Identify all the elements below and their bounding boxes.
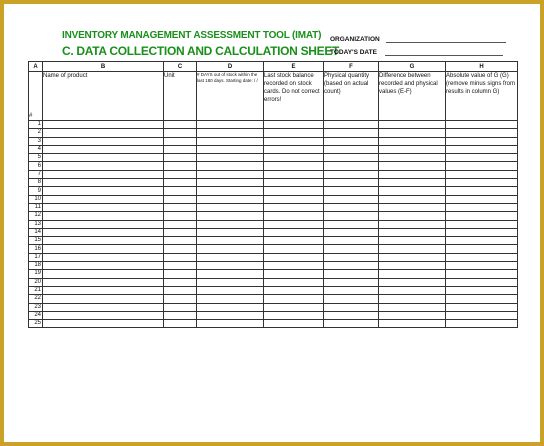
table-row	[29, 286, 518, 294]
column-letter-row	[29, 62, 518, 72]
cell-product-name[interactable]	[43, 311, 164, 319]
row-number: 15	[29, 237, 43, 245]
table-row	[29, 170, 518, 178]
cell-product-name[interactable]	[43, 228, 164, 236]
cell-difference[interactable]	[379, 179, 446, 187]
cell-physical-qty[interactable]	[324, 154, 379, 162]
cell-stock-balance[interactable]	[264, 162, 324, 170]
cell-unit[interactable]	[164, 220, 197, 228]
row-number: 22	[29, 295, 43, 303]
cell-absolute-value[interactable]	[446, 303, 518, 311]
cell-product-name[interactable]	[43, 253, 164, 261]
cell-difference[interactable]	[379, 154, 446, 162]
cell-difference[interactable]	[379, 220, 446, 228]
cell-stock-balance[interactable]	[264, 295, 324, 303]
cell-stock-balance[interactable]	[264, 121, 324, 129]
cell-stock-balance[interactable]	[264, 170, 324, 178]
cell-absolute-value[interactable]	[446, 162, 518, 170]
cell-stock-balance[interactable]	[264, 145, 324, 153]
cell-unit[interactable]	[164, 262, 197, 270]
cell-product-name[interactable]	[43, 295, 164, 303]
row-number: 24	[29, 311, 43, 319]
cell-stock-balance[interactable]	[264, 237, 324, 245]
cell-unit[interactable]	[164, 203, 197, 211]
cell-days-out[interactable]	[197, 179, 264, 187]
cell-absolute-value[interactable]	[446, 212, 518, 220]
cell-difference[interactable]	[379, 162, 446, 170]
row-number: 5	[29, 154, 43, 162]
cell-days-out[interactable]	[197, 203, 264, 211]
cell-physical-qty[interactable]	[324, 228, 379, 236]
cell-difference[interactable]	[379, 228, 446, 236]
column-letter: G	[379, 62, 446, 72]
cell-physical-qty[interactable]	[324, 237, 379, 245]
cell-absolute-value[interactable]	[446, 237, 518, 245]
table-row	[29, 228, 518, 236]
cell-difference[interactable]	[379, 270, 446, 278]
table-row	[29, 278, 518, 286]
table-row	[29, 295, 518, 303]
cell-physical-qty[interactable]	[324, 270, 379, 278]
cell-stock-balance[interactable]	[264, 245, 324, 253]
cell-days-out[interactable]	[197, 195, 264, 203]
cell-physical-qty[interactable]	[324, 187, 379, 195]
cell-days-out[interactable]	[197, 278, 264, 286]
cell-unit[interactable]	[164, 195, 197, 203]
cell-stock-balance[interactable]	[264, 270, 324, 278]
cell-absolute-value[interactable]	[446, 203, 518, 211]
cell-days-out[interactable]	[197, 162, 264, 170]
cell-physical-qty[interactable]	[324, 121, 379, 129]
cell-difference[interactable]	[379, 187, 446, 195]
table-row	[29, 262, 518, 270]
cell-days-out[interactable]	[197, 245, 264, 253]
cell-absolute-value[interactable]	[446, 187, 518, 195]
table-row	[29, 121, 518, 129]
cell-stock-balance[interactable]	[264, 137, 324, 145]
row-number: 18	[29, 262, 43, 270]
cell-days-out[interactable]	[197, 253, 264, 261]
header-product-name: Name of product	[43, 72, 164, 121]
organization-line[interactable]	[386, 42, 506, 43]
cell-product-name[interactable]	[43, 262, 164, 270]
row-number: 2	[29, 129, 43, 137]
cell-product-name[interactable]	[43, 170, 164, 178]
row-number: 9	[29, 187, 43, 195]
cell-difference[interactable]	[379, 170, 446, 178]
column-letter: A	[29, 62, 43, 72]
cell-difference[interactable]	[379, 121, 446, 129]
cell-unit[interactable]	[164, 303, 197, 311]
cell-physical-qty[interactable]	[324, 262, 379, 270]
row-number: 11	[29, 203, 43, 211]
cell-product-name[interactable]	[43, 179, 164, 187]
cell-difference[interactable]	[379, 237, 446, 245]
cell-absolute-value[interactable]	[446, 220, 518, 228]
table-row	[29, 129, 518, 137]
cell-physical-qty[interactable]	[324, 245, 379, 253]
cell-stock-balance[interactable]	[264, 303, 324, 311]
cell-product-name[interactable]	[43, 270, 164, 278]
cell-absolute-value[interactable]	[446, 179, 518, 187]
cell-stock-balance[interactable]	[264, 228, 324, 236]
column-letter: E	[264, 62, 324, 72]
cell-absolute-value[interactable]	[446, 320, 518, 328]
header-row-number: #	[29, 72, 43, 121]
cell-absolute-value[interactable]	[446, 170, 518, 178]
cell-stock-balance[interactable]	[264, 203, 324, 211]
column-letter: H	[446, 62, 518, 72]
cell-product-name[interactable]	[43, 203, 164, 211]
cell-days-out[interactable]	[197, 320, 264, 328]
table-row	[29, 137, 518, 145]
cell-absolute-value[interactable]	[446, 121, 518, 129]
cell-stock-balance[interactable]	[264, 154, 324, 162]
header-unit: Unit	[164, 72, 197, 121]
cell-days-out[interactable]	[197, 145, 264, 153]
cell-absolute-value[interactable]	[446, 270, 518, 278]
cell-unit[interactable]	[164, 253, 197, 261]
cell-unit[interactable]	[164, 286, 197, 294]
cell-product-name[interactable]	[43, 162, 164, 170]
row-number: 17	[29, 253, 43, 261]
cell-days-out[interactable]	[197, 137, 264, 145]
column-header-row	[29, 72, 518, 121]
cell-unit[interactable]	[164, 278, 197, 286]
cell-difference[interactable]	[379, 212, 446, 220]
header-physical-quantity: Physical quantity (based on actual count)	[324, 72, 379, 121]
cell-physical-qty[interactable]	[324, 295, 379, 303]
row-number: 20	[29, 278, 43, 286]
header-days-out-of-stock: # DAYS out of stock within the last 180 days. Starting date: / /	[197, 72, 264, 121]
cell-unit[interactable]	[164, 245, 197, 253]
cell-days-out[interactable]	[197, 237, 264, 245]
cell-absolute-value[interactable]	[446, 129, 518, 137]
row-number: 19	[29, 270, 43, 278]
cell-physical-qty[interactable]	[324, 286, 379, 294]
cell-difference[interactable]	[379, 253, 446, 261]
table-row	[29, 187, 518, 195]
cell-product-name[interactable]	[43, 320, 164, 328]
cell-unit[interactable]	[164, 162, 197, 170]
cell-stock-balance[interactable]	[264, 286, 324, 294]
cell-difference[interactable]	[379, 295, 446, 303]
cell-product-name[interactable]	[43, 237, 164, 245]
table-row	[29, 320, 518, 328]
cell-days-out[interactable]	[197, 295, 264, 303]
cell-physical-qty[interactable]	[324, 129, 379, 137]
row-number: 21	[29, 286, 43, 294]
cell-absolute-value[interactable]	[446, 295, 518, 303]
cell-stock-balance[interactable]	[264, 320, 324, 328]
cell-physical-qty[interactable]	[324, 311, 379, 319]
cell-unit[interactable]	[164, 170, 197, 178]
cell-difference[interactable]	[379, 311, 446, 319]
cell-unit[interactable]	[164, 187, 197, 195]
cell-product-name[interactable]	[43, 195, 164, 203]
column-letter: D	[197, 62, 264, 72]
table-row	[29, 253, 518, 261]
row-number: 1	[29, 121, 43, 129]
cell-physical-qty[interactable]	[324, 145, 379, 153]
table-row	[29, 245, 518, 253]
organization-label: ORGANIZATION	[330, 36, 380, 43]
cell-physical-qty[interactable]	[324, 170, 379, 178]
cell-stock-balance[interactable]	[264, 212, 324, 220]
cell-stock-balance[interactable]	[264, 278, 324, 286]
cell-physical-qty[interactable]	[324, 220, 379, 228]
organization-field	[330, 36, 506, 43]
cell-stock-balance[interactable]	[264, 253, 324, 261]
cell-stock-balance[interactable]	[264, 195, 324, 203]
cell-product-name[interactable]	[43, 121, 164, 129]
column-letter: C	[164, 62, 197, 72]
cell-product-name[interactable]	[43, 220, 164, 228]
cell-product-name[interactable]	[43, 245, 164, 253]
cell-difference[interactable]	[379, 278, 446, 286]
cell-difference[interactable]	[379, 303, 446, 311]
cell-unit[interactable]	[164, 212, 197, 220]
cell-days-out[interactable]	[197, 270, 264, 278]
cell-product-name[interactable]	[43, 129, 164, 137]
cell-absolute-value[interactable]	[446, 253, 518, 261]
cell-absolute-value[interactable]	[446, 245, 518, 253]
table-row	[29, 195, 518, 203]
cell-physical-qty[interactable]	[324, 162, 379, 170]
table-row	[29, 203, 518, 211]
table-row	[29, 237, 518, 245]
table-body	[29, 121, 518, 328]
date-label: TODAY'S DATE	[330, 49, 377, 56]
row-number: 7	[29, 170, 43, 178]
cell-days-out[interactable]	[197, 170, 264, 178]
cell-product-name[interactable]	[43, 212, 164, 220]
table-row	[29, 270, 518, 278]
cell-product-name[interactable]	[43, 187, 164, 195]
cell-absolute-value[interactable]	[446, 262, 518, 270]
cell-absolute-value[interactable]	[446, 137, 518, 145]
cell-difference[interactable]	[379, 195, 446, 203]
row-number: 4	[29, 145, 43, 153]
cell-days-out[interactable]	[197, 311, 264, 319]
table-row	[29, 154, 518, 162]
cell-physical-qty[interactable]	[324, 253, 379, 261]
cell-absolute-value[interactable]	[446, 195, 518, 203]
table-row	[29, 220, 518, 228]
cell-unit[interactable]	[164, 237, 197, 245]
cell-days-out[interactable]	[197, 212, 264, 220]
cell-days-out[interactable]	[197, 121, 264, 129]
cell-days-out[interactable]	[197, 228, 264, 236]
cell-product-name[interactable]	[43, 286, 164, 294]
cell-unit[interactable]	[164, 320, 197, 328]
cell-days-out[interactable]	[197, 220, 264, 228]
cell-physical-qty[interactable]	[324, 203, 379, 211]
cell-physical-qty[interactable]	[324, 278, 379, 286]
cell-absolute-value[interactable]	[446, 145, 518, 153]
table-row	[29, 311, 518, 319]
cell-unit[interactable]	[164, 129, 197, 137]
cell-difference[interactable]	[379, 262, 446, 270]
cell-stock-balance[interactable]	[264, 262, 324, 270]
row-number: 14	[29, 228, 43, 236]
cell-physical-qty[interactable]	[324, 195, 379, 203]
row-number: 6	[29, 162, 43, 170]
header-stock-balance: Last stock balance recorded on stock cards. Do not correct errors!	[264, 72, 324, 121]
cell-physical-qty[interactable]	[324, 212, 379, 220]
date-field	[330, 49, 503, 56]
header-absolute-value: Absolute value of G (G) (remove minus signs from results in column G)	[446, 72, 518, 121]
cell-absolute-value[interactable]	[446, 311, 518, 319]
cell-unit[interactable]	[164, 270, 197, 278]
cell-product-name[interactable]	[43, 154, 164, 162]
cell-physical-qty[interactable]	[324, 320, 379, 328]
cell-product-name[interactable]	[43, 137, 164, 145]
cell-days-out[interactable]	[197, 286, 264, 294]
cell-difference[interactable]	[379, 129, 446, 137]
date-line[interactable]	[385, 55, 503, 56]
cell-unit[interactable]	[164, 137, 197, 145]
row-number: 23	[29, 303, 43, 311]
cell-days-out[interactable]	[197, 154, 264, 162]
cell-product-name[interactable]	[43, 303, 164, 311]
cell-unit[interactable]	[164, 295, 197, 303]
data-collection-table	[28, 61, 518, 328]
cell-difference[interactable]	[379, 145, 446, 153]
table-row	[29, 179, 518, 187]
cell-stock-balance[interactable]	[264, 220, 324, 228]
cell-unit[interactable]	[164, 154, 197, 162]
cell-physical-qty[interactable]	[324, 179, 379, 187]
row-number: 25	[29, 320, 43, 328]
cell-physical-qty[interactable]	[324, 137, 379, 145]
cell-absolute-value[interactable]	[446, 228, 518, 236]
column-letter: F	[324, 62, 379, 72]
cell-stock-balance[interactable]	[264, 187, 324, 195]
cell-physical-qty[interactable]	[324, 303, 379, 311]
cell-difference[interactable]	[379, 137, 446, 145]
cell-unit[interactable]	[164, 121, 197, 129]
cell-unit[interactable]	[164, 311, 197, 319]
cell-days-out[interactable]	[197, 129, 264, 137]
document-subtitle: C. DATA COLLECTION AND CALCULATION SHEET	[62, 44, 340, 58]
cell-stock-balance[interactable]	[264, 311, 324, 319]
table-row	[29, 303, 518, 311]
row-number: 10	[29, 195, 43, 203]
cell-difference[interactable]	[379, 245, 446, 253]
cell-difference[interactable]	[379, 286, 446, 294]
row-number: 12	[29, 212, 43, 220]
row-number: 8	[29, 179, 43, 187]
cell-days-out[interactable]	[197, 303, 264, 311]
cell-product-name[interactable]	[43, 278, 164, 286]
cell-unit[interactable]	[164, 228, 197, 236]
cell-absolute-value[interactable]	[446, 154, 518, 162]
header-difference: Difference between recorded and physical values (E-F)	[379, 72, 446, 121]
cell-difference[interactable]	[379, 320, 446, 328]
cell-stock-balance[interactable]	[264, 129, 324, 137]
cell-absolute-value[interactable]	[446, 278, 518, 286]
row-number: 13	[29, 220, 43, 228]
cell-stock-balance[interactable]	[264, 179, 324, 187]
cell-days-out[interactable]	[197, 262, 264, 270]
table-row	[29, 212, 518, 220]
cell-unit[interactable]	[164, 179, 197, 187]
column-letter: B	[43, 62, 164, 72]
table-row	[29, 145, 518, 153]
cell-difference[interactable]	[379, 203, 446, 211]
document-title: INVENTORY MANAGEMENT ASSESSMENT TOOL (IMAT)	[62, 30, 322, 41]
cell-days-out[interactable]	[197, 187, 264, 195]
cell-product-name[interactable]	[43, 145, 164, 153]
cell-unit[interactable]	[164, 145, 197, 153]
cell-absolute-value[interactable]	[446, 286, 518, 294]
row-number: 3	[29, 137, 43, 145]
table-row	[29, 162, 518, 170]
row-number: 16	[29, 245, 43, 253]
